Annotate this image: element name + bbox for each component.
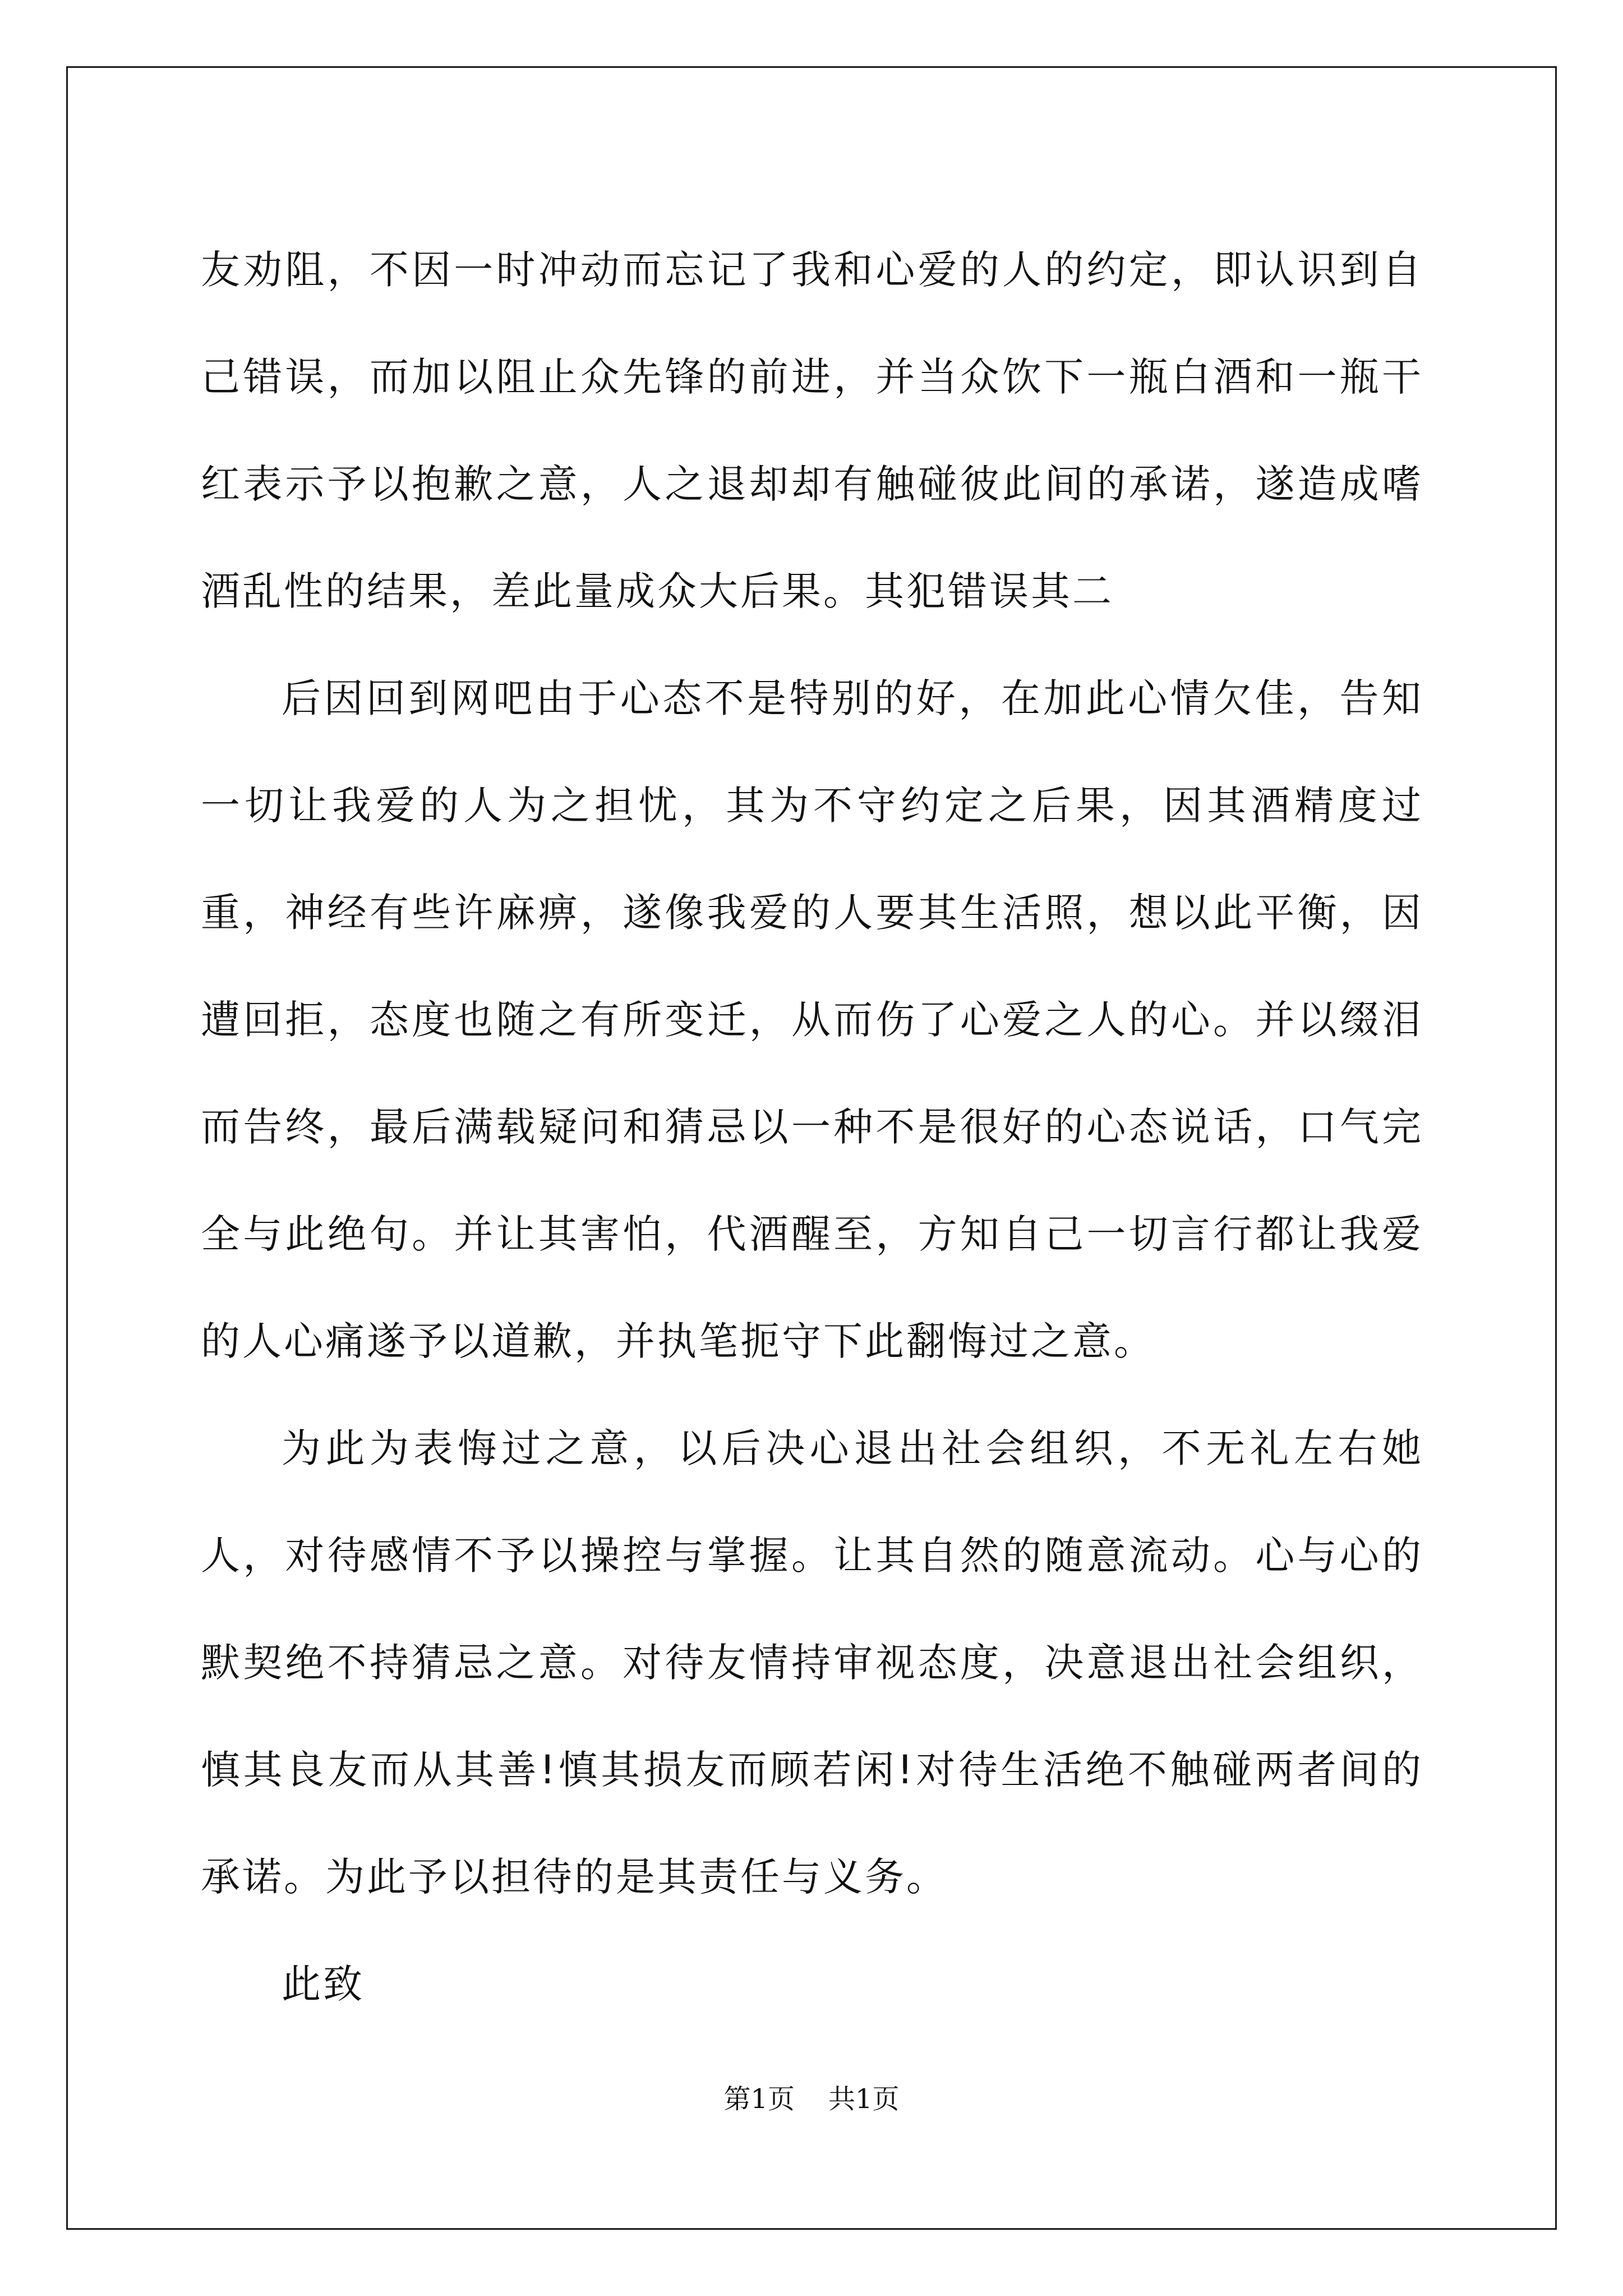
page-footer (0, 2082, 1623, 2116)
paragraph-1: 友劝阻，不因一时冲动而忘记了我和心爱的人的约定，即认识到自己错误，而加以阻止众先锋的前进，并当众饮下一瓶白酒和一瓶干红表示予以抱歉之意，人之退却却有触碰彼此间的承诺，遂造成嗜酒乱性的结果，差此量成众大后果。其犯错误其二 (201, 247, 1423, 614)
paragraph-3: 为此为表悔过之意，以后决心退出社会组织，不无礼左右她人，对待感情不予以操控与掌握。让其自然的随意流动。心与心的默契绝不持猜忌之意。对待友情持审视态度，决意退出社会组织，慎其良友而从其善!慎其损友而顾若闲!对待生活绝不触碰两者间的承诺。为此予以担待的是其责任与义务。 (201, 1425, 1423, 1900)
document-body (201, 217, 1423, 2038)
paragraph-2: 后因回到网吧由于心态不是特别的好，在加此心情欠佳，告知一切让我爱的人为之担忧，其为不守约定之后果，因其酒精度过重，神经有些许麻痹，遂像我爱的人要其生活照，想以此平衡，因遭回拒，态度也随之有所变迁，从而伤了心爱之人的心。并以缀泪而告终，最后满载疑问和猜忌以一种不是很好的心态说话，口气完全与此绝句。并让其害怕，代酒醒至，方知自己一切言行都让我爱的人心痛遂予以道歉，并执笔扼守下此翻悔过之意。 (201, 675, 1423, 1364)
page-number-current: 第1页 (723, 2083, 795, 2115)
page-number-total: 共1页 (828, 2083, 900, 2115)
paragraph-closing: 此致 (282, 1961, 365, 2007)
